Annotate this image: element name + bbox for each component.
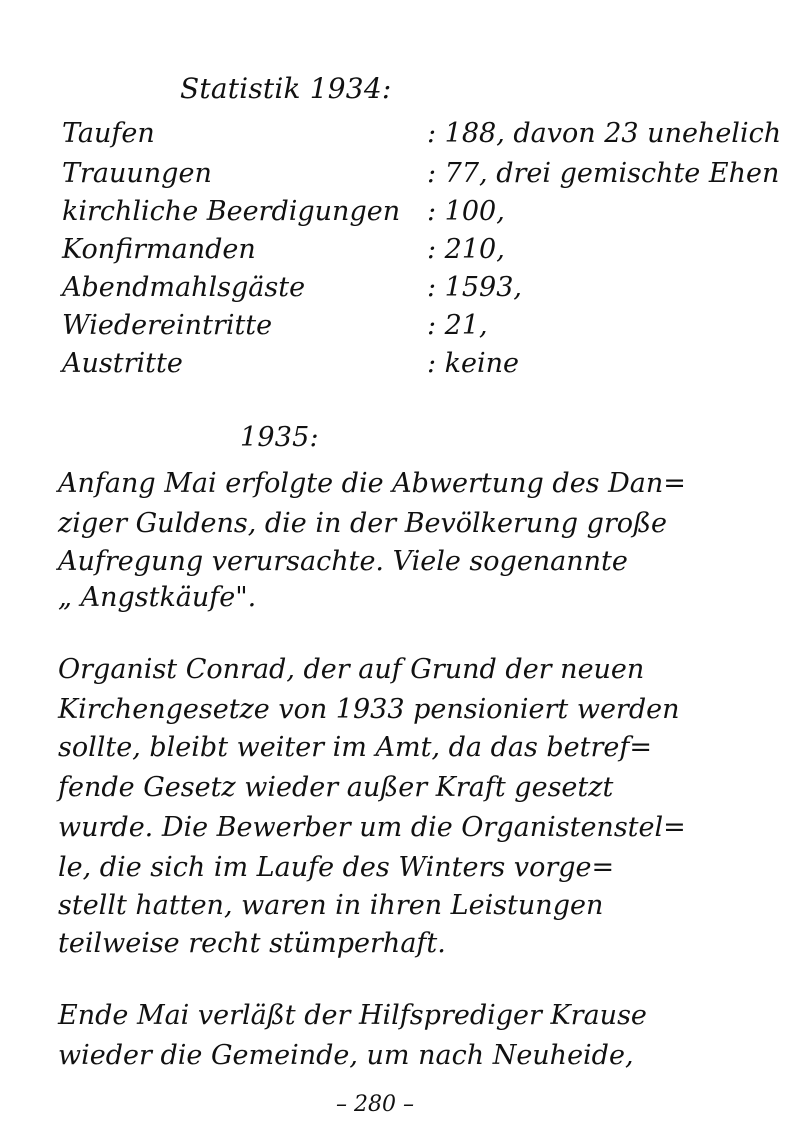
stat-value: : keine [427,348,520,379]
text-line: wurde. Die Bewerber um die Organistenstel= [58,812,686,843]
page-number: – 280 – [336,1092,414,1117]
text-line: teilweise recht stümperhaft. [58,928,446,959]
stat-label: Abendmahlsgäste [62,272,306,303]
stat-value: : 100, [427,196,505,227]
text-line: „ Angstkäufe". [58,582,257,613]
stat-row-confirmands [62,234,762,272]
stat-label: kirchliche Beerdigungen [62,196,401,227]
text-line: fende Gesetz wieder außer Kraft gesetzt [58,772,614,803]
text-line: sollte, bleibt weiter im Amt, da das betref= [58,732,652,763]
stat-value: : 77, drei gemischte Ehen [427,158,780,189]
stat-row-communicants [62,272,762,310]
text-line: Anfang Mai erfolgte die Abwertung des Dan= [58,468,686,499]
stat-value: : 188, davon 23 unehelich [427,118,782,149]
stat-label: Konfirmanden [62,234,256,265]
stat-value: : 210, [427,234,505,265]
stat-value: : 1593, [427,272,522,303]
text-line: Aufregung verursachte. Viele sogenannte [58,546,628,577]
text-line: le, die sich im Laufe des Winters vorge= [58,852,615,883]
stat-row-funerals [62,196,762,234]
statistics-title: Statistik 1934: [180,72,392,105]
text-line: Kirchengesetze von 1933 pensioniert werden [58,694,680,725]
stat-row-reentries [62,310,762,348]
text-line: Organist Conrad, der auf Grund der neuen [58,654,645,685]
year-heading: 1935: [240,422,319,453]
stat-row-withdrawals [62,348,762,386]
stat-value: : 21, [427,310,488,341]
stat-label: Austritte [62,348,183,379]
stat-label: Taufen [62,118,155,149]
text-line: ziger Guldens, die in der Bevölkerung große [58,508,668,539]
stat-row-weddings [62,158,780,196]
stat-row-baptisms [62,118,782,156]
stat-label: Trauungen [62,158,212,189]
text-line: Ende Mai verläßt der Hilfsprediger Krause [58,1000,647,1031]
stat-label: Wiedereintritte [62,310,273,341]
text-line: wieder die Gemeinde, um nach Neuheide, [58,1040,634,1071]
text-line: stellt hatten, waren in ihren Leistungen [58,890,604,921]
